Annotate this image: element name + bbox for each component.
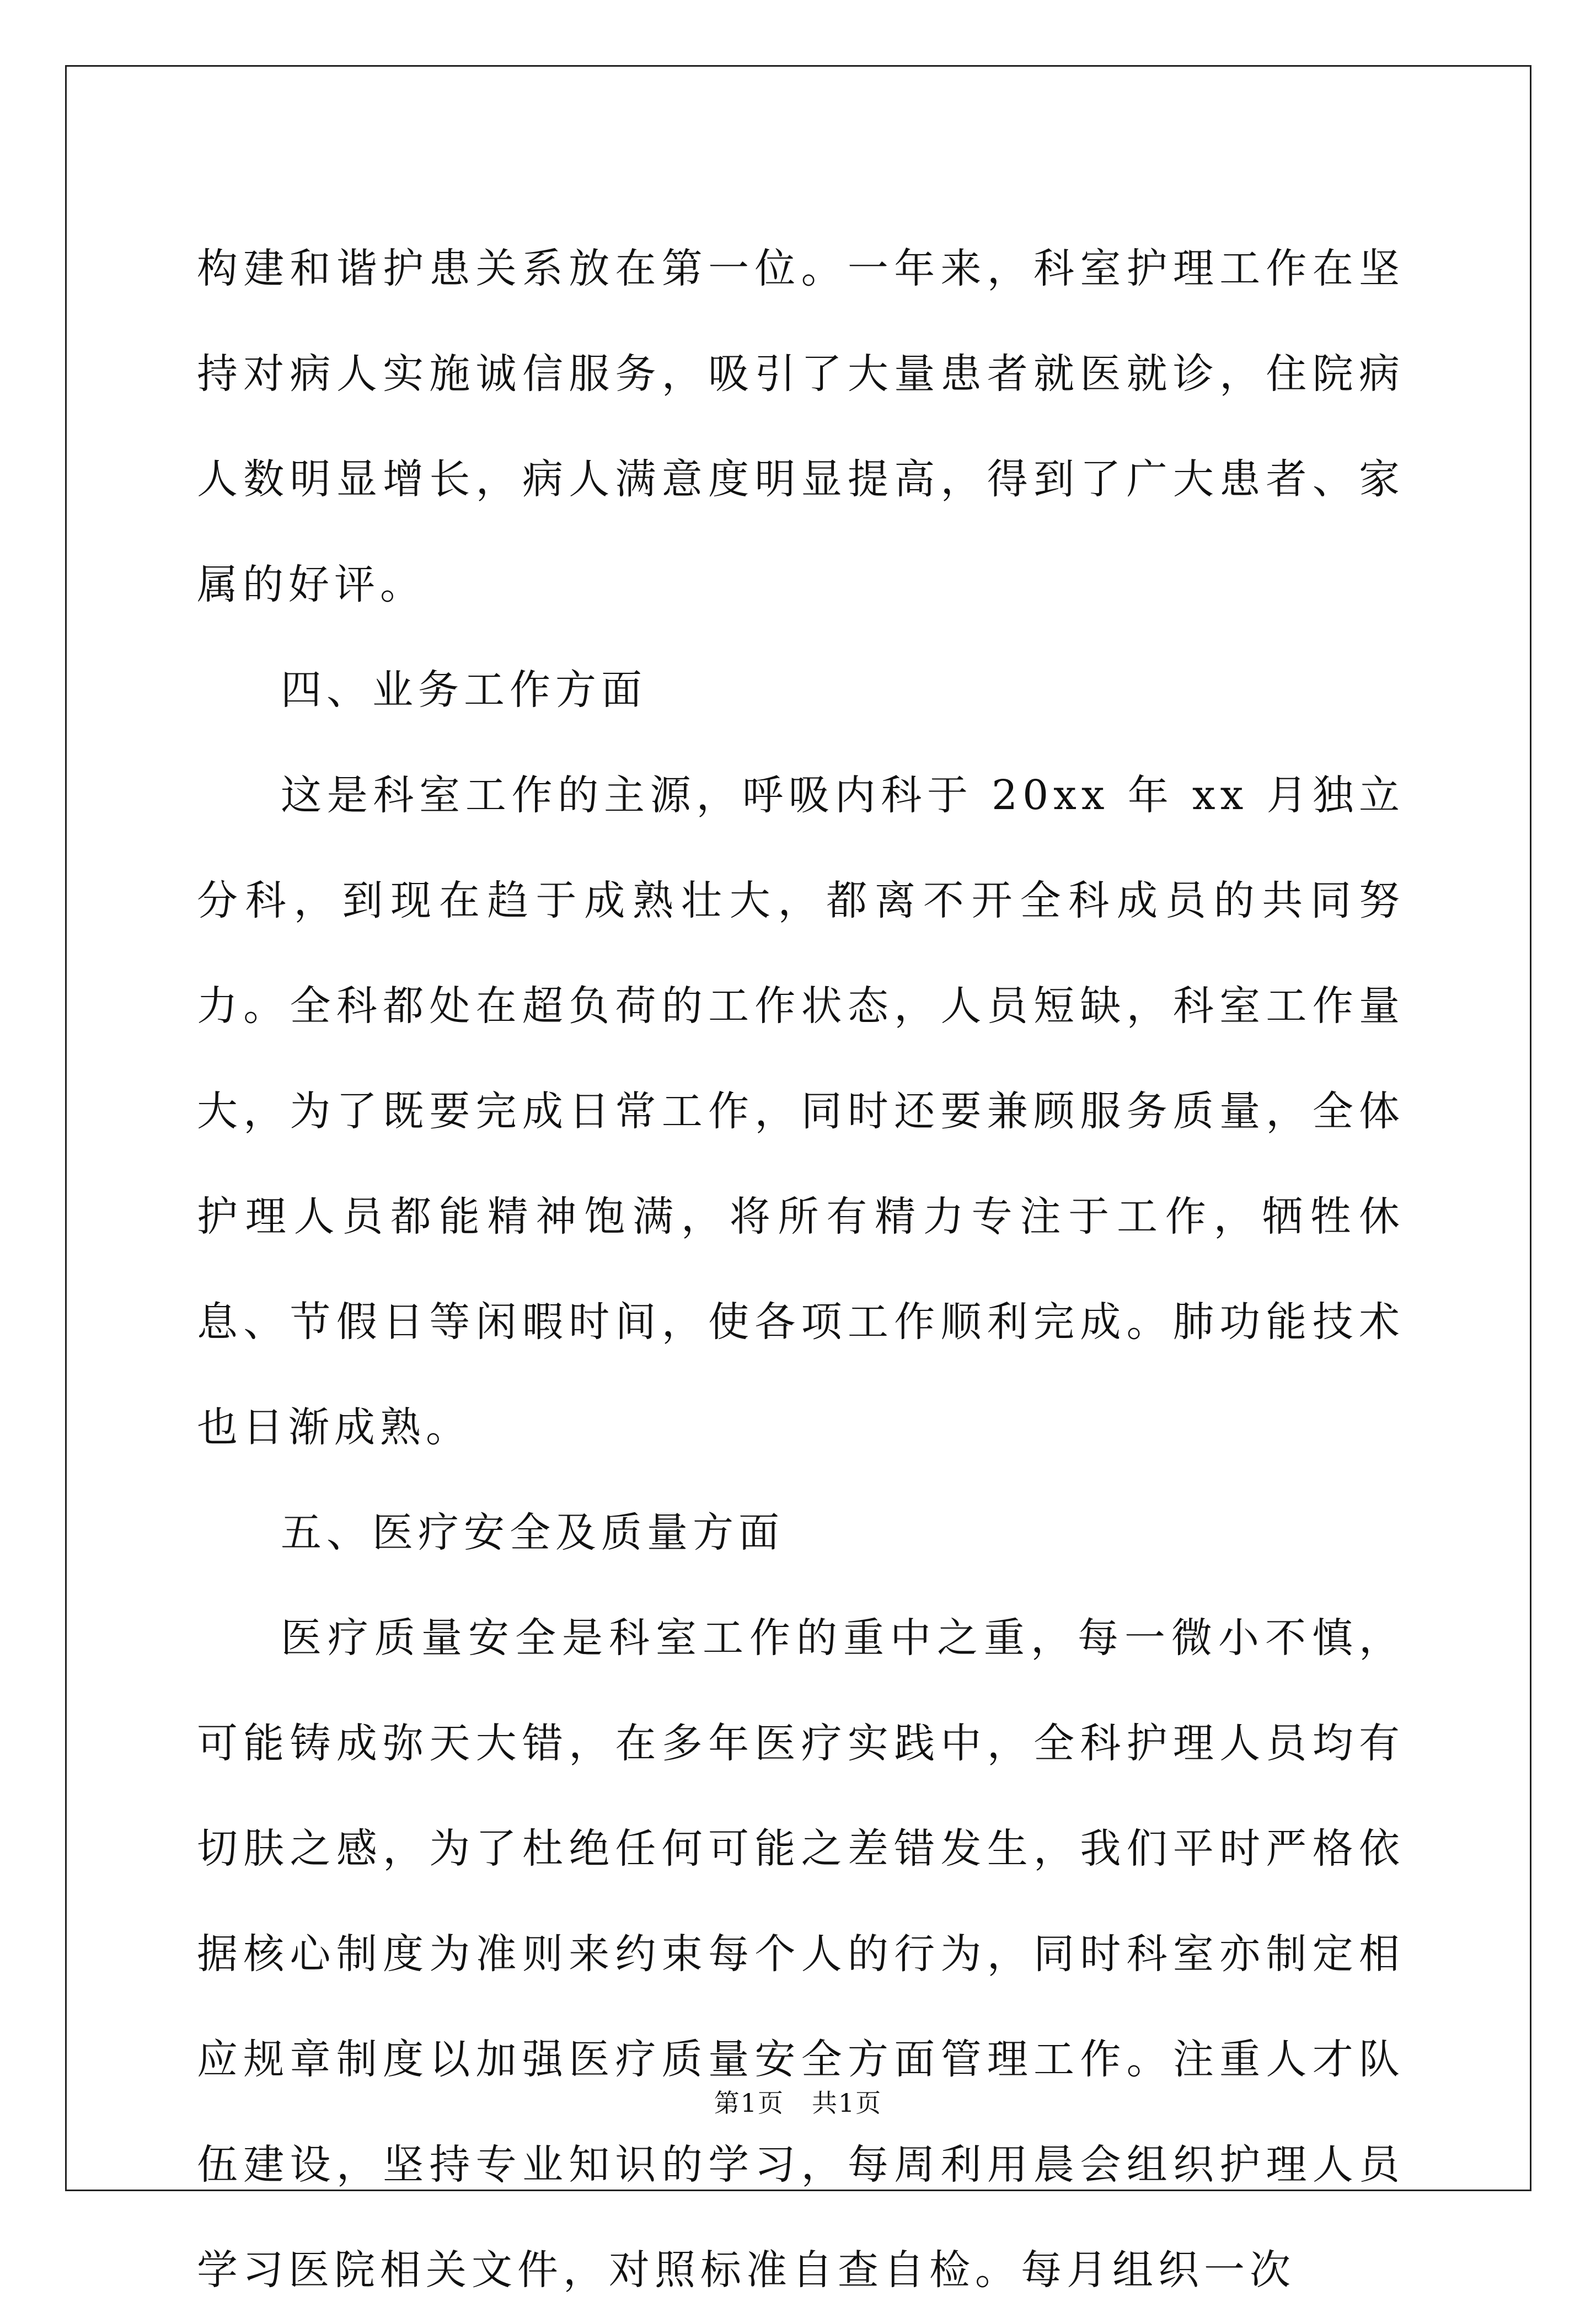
page-total: 共1页 xyxy=(812,2088,882,2118)
section-heading-business: 四、业务工作方面 xyxy=(281,666,647,714)
page-number: 第1页 xyxy=(714,2088,784,2118)
section-heading-safety-quality: 五、医疗安全及质量方面 xyxy=(281,1509,784,1556)
paragraph-1: 构建和谐护患关系放在第一位。一年来，科室护理工作在坚持对病人实施诚信服务，吸引了大量患者就医就诊，住院病人数明显增长，病人满意度明显提高，得到了广大患者、家属的好评。 xyxy=(197,245,1405,608)
paragraph-business: 这是科室工作的主源，呼吸内科于 20xx 年 xx 月独立分科，到现在趋于成熟壮大，都离不开全科成员的共同努力。全科都处在超负荷的工作状态，人员短缺，科室工作量大，为了既要完成日常工作，同时还要兼顾服务质量，全体护理人员都能精神饱满，将所有精力专注于工作，牺牲休息、节假日等闲暇时间，使各项工作顺利完成。肺功能技术也日渐成熟。 xyxy=(197,772,1405,1451)
paragraph-safety-quality: 医疗质量安全是科室工作的重中之重，每一微小不慎，可能铸成弥天大错，在多年医疗实践中，全科护理人员均有切肤之感，为了杜绝任何可能之差错发生，我们平时严格依据核心制度为准则来约束每个人的行为，同时科室亦制定相应规章制度以加强医疗质量安全方面管理工作。注重人才队伍建设，坚持专业知识的学习，每周利用晨会组织护理人员学习医院相关文件，对照标准自查自检。每月组织一次 xyxy=(197,1614,1405,2294)
document-body xyxy=(197,216,1405,2323)
page-footer xyxy=(0,2086,1596,2119)
